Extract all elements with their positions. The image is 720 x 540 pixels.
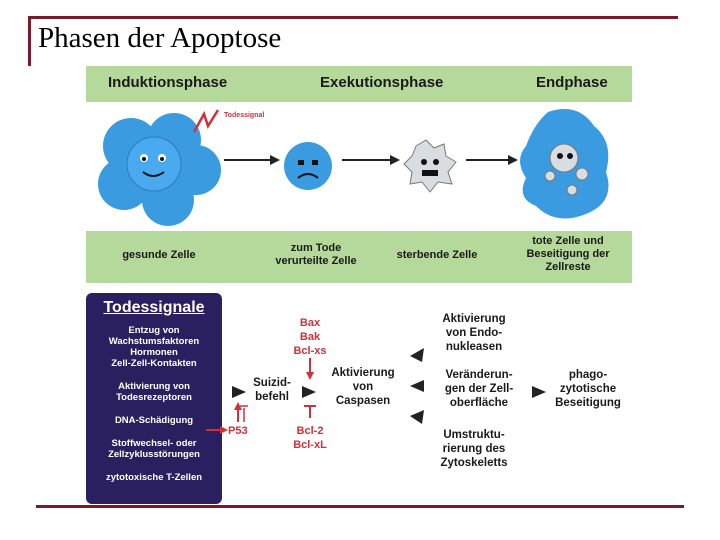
cytoskeleton-label: Umstruktu- rierung des Zytoskeletts xyxy=(440,429,508,469)
endonuclease-activation-label: Aktivierung von Endo- nukleasen xyxy=(442,313,506,353)
signal-group-metabolism: Stoffwechsel- oder Zellzyklusstörungen xyxy=(108,438,200,460)
signal-group-dna: DNA-Schädigung xyxy=(114,415,194,426)
caption-healthy: gesunde Zelle xyxy=(122,249,196,261)
arrow-to-caspases xyxy=(302,386,316,398)
p53-label: P53 xyxy=(228,425,248,437)
signal-group-withdrawal: Entzug von Wachstumsfaktoren Hormonen Zell-Zell-Kontakten xyxy=(108,325,200,369)
todessignal-label: Todessignal xyxy=(224,112,265,119)
surface-change-label: Veränderun- gen der Zell- oberfläche xyxy=(444,369,514,409)
signal-group-tcells: zytotoxische T-Zellen xyxy=(105,472,203,483)
caption-dying: sterbende Zelle xyxy=(396,249,478,261)
phase-end: Endphase xyxy=(536,74,608,91)
phagocytic-removal-label: phago- zytotische Beseitigung xyxy=(555,369,621,409)
caption-condemned: zum Tode verurteilte Zelle xyxy=(275,242,357,267)
arrow-to-surface xyxy=(410,380,424,392)
anti-apoptotic-label: Bcl-2 Bcl-xL xyxy=(293,425,327,451)
suicide-command-label: Suizid- befehl xyxy=(253,377,291,403)
phase-induction: Induktionsphase xyxy=(108,74,228,91)
pro-apoptotic-label: Bax Bak Bcl-xs xyxy=(293,317,327,357)
arrow-to-cytoskeleton xyxy=(410,410,424,424)
arrow-to-endonucleases xyxy=(410,348,424,362)
slide-title: Phasen der Apoptose xyxy=(38,22,282,54)
caspase-activation-label: Aktivierung von Caspasen xyxy=(331,367,395,407)
death-signals-title: Todessignale xyxy=(103,299,205,316)
signal-group-receptors: Aktivierung von Todesrezeptoren xyxy=(116,381,192,403)
caption-dead: tote Zelle und Beseitigung der Zellreste xyxy=(526,235,610,273)
phase-execution: Exekutionsphase xyxy=(320,74,444,91)
